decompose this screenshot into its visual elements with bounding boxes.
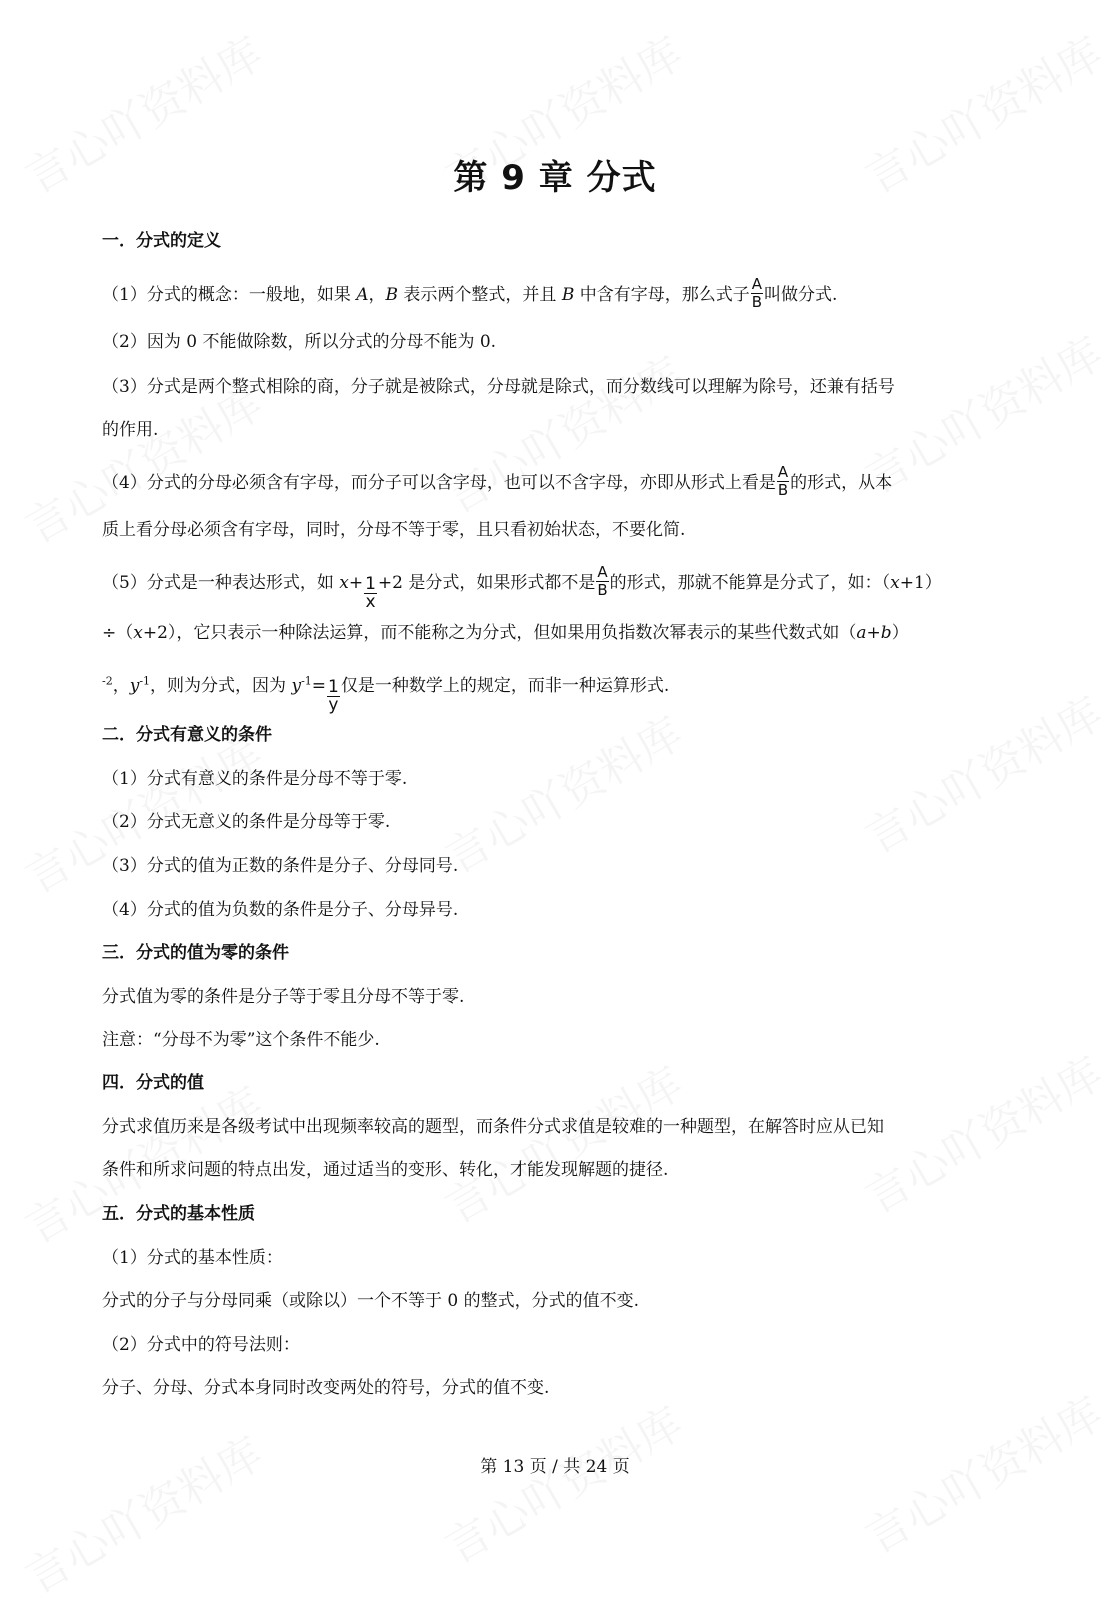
paragraph	[102, 669, 670, 715]
denominator: x	[365, 592, 376, 612]
denominator: y	[328, 695, 339, 715]
watermark	[12, 1418, 273, 1605]
list-item: （3）分式的值为正数的条件是分子、分母同号.	[102, 856, 459, 876]
text: ，	[368, 285, 386, 305]
fraction-a-over-b	[777, 464, 789, 499]
text: +1）	[899, 573, 942, 593]
paragraph: （1）分式的基本性质：	[102, 1248, 283, 1268]
text: （5）分式是一种表达形式，如	[102, 573, 340, 593]
text: B	[561, 285, 575, 305]
text: a	[856, 623, 867, 643]
text: x	[133, 623, 143, 643]
watermark	[852, 678, 1110, 865]
watermark	[432, 1388, 693, 1575]
paragraph: 质上看分母必须含有字母，同时，分母不等于零，且只看初始状态，不要化简.	[102, 520, 686, 540]
text: （4）分式的分母必须含有字母，而分子可以含字母，也可以不含字母，亦即从形式上看是	[102, 473, 776, 493]
exponent: -2	[102, 674, 113, 688]
list-item: （4）分式的值为负数的条件是分子、分母异号.	[102, 900, 459, 920]
text: ÷（	[102, 623, 134, 643]
list-item: （2）分式无意义的条件是分母等于零.	[102, 812, 391, 832]
paragraph: 条件和所求问题的特点出发，通过适当的变形、转化，才能发现解题的捷径.	[102, 1160, 669, 1180]
text: ，	[112, 676, 130, 696]
section-heading: 四．分式的值	[102, 1073, 204, 1093]
text: =	[311, 676, 327, 696]
watermark	[852, 1038, 1110, 1225]
paragraph: （2）因为 0 不能做除数，所以分式的分母不能为 0.	[102, 332, 497, 352]
text: 仅是一种数学上的规定，而非一种运算形式.	[340, 676, 670, 696]
text: A	[356, 285, 369, 305]
paragraph: 分子、分母、分式本身同时改变两处的符号，分式的值不变.	[102, 1378, 550, 1398]
section-heading: 五．分式的基本性质	[102, 1204, 255, 1224]
list-item: （1）分式有意义的条件是分母不等于零.	[102, 769, 408, 789]
page-title: 第 9 章 分式	[453, 158, 657, 198]
paragraph	[102, 621, 909, 645]
text: 叫做分式.	[764, 285, 838, 305]
text: +	[348, 573, 364, 593]
text: +	[866, 623, 881, 643]
paragraph: 的作用.	[102, 420, 159, 440]
page-number-footer: 第 13 页 / 共 24 页	[480, 1457, 630, 1477]
paragraph: （3）分式是两个整式相除的商，分子就是被除式，分母就是除式，而分数线可以理解为除号，还兼有括号	[102, 377, 895, 397]
numerator: 1	[328, 677, 339, 697]
exponent: -1	[301, 674, 312, 688]
text: 表示两个整式，并且	[398, 285, 562, 305]
fraction-a-over-b	[596, 564, 608, 599]
denominator: B	[751, 293, 763, 311]
text: x	[339, 573, 349, 593]
section-heading: 一．分式的定义	[102, 231, 221, 251]
exponent: -1	[139, 674, 151, 688]
text: B	[385, 285, 399, 305]
paragraph: （2）分式中的符号法则：	[102, 1335, 300, 1355]
text: 中含有字母，那么式子	[574, 285, 750, 305]
fraction-1-over-x	[364, 576, 377, 611]
section-heading: 三．分式的值为零的条件	[102, 943, 289, 963]
denominator: B	[597, 581, 608, 599]
text: y	[291, 676, 302, 696]
fraction-1-over-y	[327, 679, 340, 714]
paragraph	[102, 275, 838, 313]
paragraph	[102, 463, 893, 501]
paragraph: 分式求值历来是各级考试中出现频率较高的题型，而条件分式求值是较难的一种题型，在解答时应从已知	[102, 1117, 884, 1137]
text: 的形式，那就不能算是分式了，如：（	[609, 573, 891, 593]
text: ）	[891, 623, 909, 643]
numerator: 1	[365, 574, 376, 594]
fraction-a-over-b	[751, 276, 763, 311]
paragraph: 分式值为零的条件是分子等于零且分母不等于零.	[102, 987, 465, 1007]
text: b	[880, 623, 892, 643]
numerator: A	[777, 463, 789, 481]
section-heading: 二．分式有意义的条件	[102, 725, 272, 745]
text: +2 是分式，如果形式都不是	[377, 573, 596, 593]
text: y	[129, 676, 140, 696]
numerator: A	[751, 275, 762, 293]
text: 的形式，从本	[790, 473, 893, 493]
numerator: A	[597, 563, 608, 581]
text: ，则为分式，因为	[150, 676, 292, 696]
text: +2），它只表示一种除法运算，而不能称之为分式，但如果用负指数次幂表示的某些代数式如（	[142, 623, 857, 643]
text: x	[890, 573, 900, 593]
watermark	[432, 698, 693, 885]
paragraph	[102, 563, 942, 612]
watermark	[432, 1048, 693, 1235]
text: （1）分式的概念：一般地，如果	[102, 285, 357, 305]
denominator: B	[777, 481, 789, 499]
paragraph: 注意：“分母不为零”这个条件不能少.	[102, 1030, 380, 1050]
paragraph: 分式的分子与分母同乘（或除以）一个不等于 0 的整式，分式的值不变.	[102, 1291, 640, 1311]
